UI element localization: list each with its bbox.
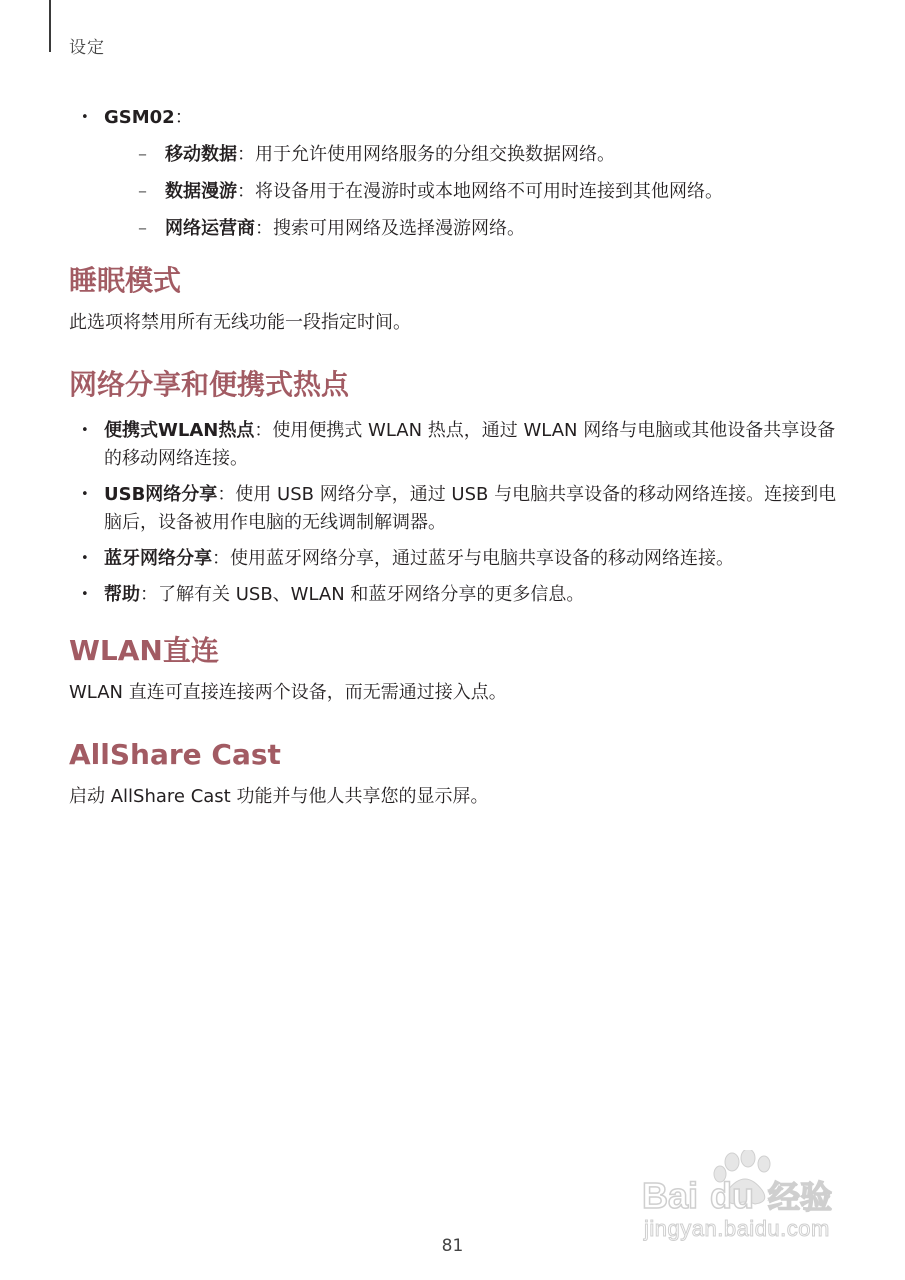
margin-rule [49,0,51,52]
sub-item-network-operator [104,215,839,243]
section-allshare-cast [69,737,839,811]
section-heading: 网络分享和便携式热点 [69,368,350,401]
list-item-term: 蓝牙网络分享 [104,548,212,569]
list-item-text: ：使用蓝牙网络分享，通过蓝牙与电脑共享设备的移动网络连接。 [212,548,734,569]
sub-item-text: ：用于允许使用网络服务的分组交换数据网络。 [237,144,615,165]
section-body: 此选项将禁用所有无线功能一段指定时间。 [69,312,411,333]
list-item-term: 帮助 [104,584,140,605]
section-heading: 睡眠模式 [69,264,182,297]
list-item-term: 便携式WLAN热点 [104,420,255,441]
gsm-sub-list [104,141,839,243]
list-item-usb-tethering [69,481,839,537]
sub-item-text: ：将设备用于在漫游时或本地网络不可用时连接到其他网络。 [237,181,723,202]
sub-item-data-roaming [104,178,839,206]
section-heading: AllShare Cast [69,738,281,771]
list-item-term: USB网络分享 [104,484,218,505]
list-item-text: ：了解有关 USB、WLAN 和蓝牙网络分享的更多信息。 [140,584,585,605]
sub-item-term: 数据漫游 [165,181,237,202]
list-item-text: ：使用便携式 WLAN 热点，通过 WLAN 网络与电脑或其他设备共享设备的移动网络连接。 [104,420,836,469]
list-item-help [69,581,839,609]
list-item-text: ：使用 USB 网络分享，通过 USB 与电脑共享设备的移动网络连接。连接到电脑后，设备被用作电脑的无线调制解调器。 [104,484,837,533]
baidu-watermark [640,1150,855,1250]
watermark-url: jingyan.baidu.com [644,1216,830,1241]
running-head: 设定 [69,38,105,58]
list-item-wlan-hotspot [69,417,839,473]
svg-text:du: du [710,1175,754,1216]
sub-item-text: ：搜索可用网络及选择漫游网络。 [255,218,525,239]
sub-item-term: 网络运营商 [165,218,255,239]
page-number: 81 [441,1236,464,1256]
gsm-colon: ： [174,107,193,128]
section-sleep-mode [69,263,839,337]
page-content [69,104,839,811]
svg-text:Bai: Bai [642,1175,699,1216]
section-body: WLAN 直连可直接连接两个设备，而无需通过接入点。 [69,682,507,703]
section-heading: WLAN直连 [69,634,219,667]
gsm-label: GSM02 [104,107,175,128]
section-wlan-direct [69,633,839,707]
svg-text:经验: 经验 [768,1178,833,1216]
section-tethering [69,367,839,609]
sub-item-term: 移动数据 [165,144,237,165]
section-body: 启动 AllShare Cast 功能并与他人共享您的显示屏。 [69,786,489,807]
list-item-bluetooth-tethering [69,545,839,573]
sub-item-mobile-data [104,141,839,169]
list-item-gsm [69,104,839,243]
